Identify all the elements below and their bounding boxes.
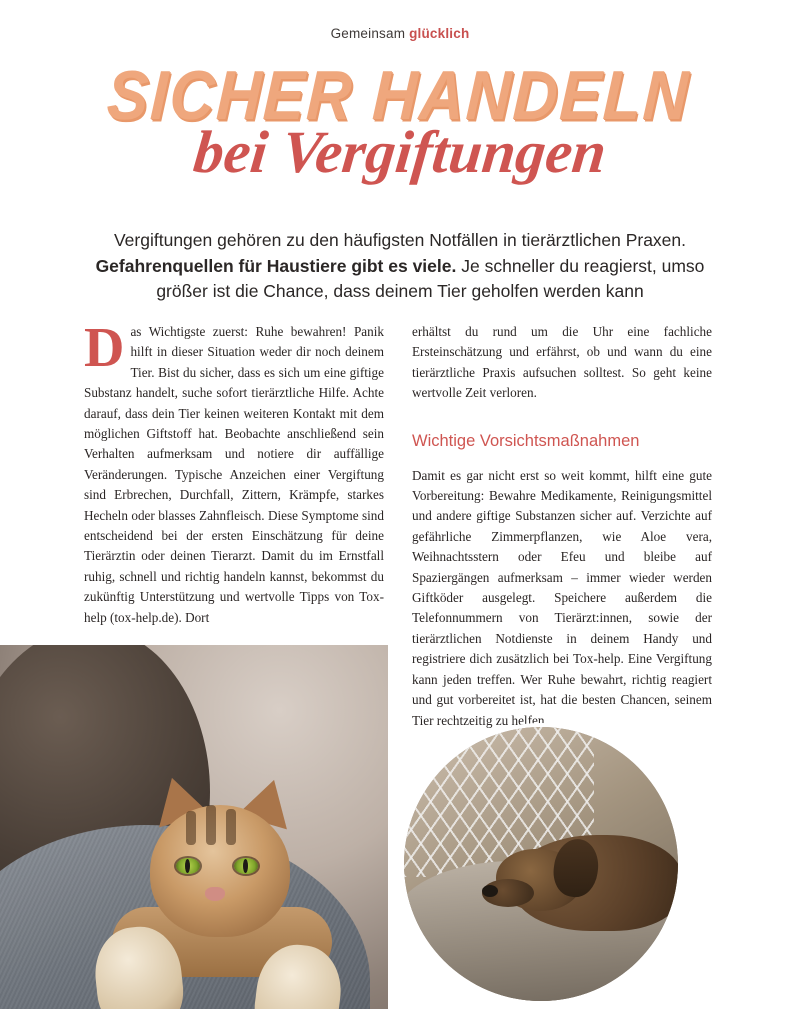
standfirst [78, 228, 722, 305]
photo-cat-stripe [206, 805, 216, 845]
title-line-1: SICHER HANDELN [105, 57, 692, 135]
body-paragraph-right-top: erhältst du rund um die Uhr eine fachliche Ersteinschätzung und erfährst, ob und wann du eine tierärztliche Praxis aufsuchen solltest. So geht keine wertvolle Zeit verloren. [412, 324, 712, 401]
body-column-right [412, 322, 712, 731]
photo-cat-stripe [186, 811, 196, 845]
photo-dog-nose [482, 885, 498, 897]
photo-dog-on-blanket [404, 727, 678, 1001]
photo-cat-stripe [226, 809, 236, 845]
photo-cat-nose [205, 887, 225, 901]
running-head-normal: Gemeinsam [330, 26, 410, 41]
body-paragraph-left: Das Wichtigste zuerst: Ruhe bewahren! Panik hilft in dieser Situation weder dir noch deinem Tier. Bist du sicher, dass es sich um eine giftige Substanz handelt, suche sofort tierärztliche Hilfe. Achte darauf, dass dein Tier keinen weiteren Kontakt mit dem möglichen Giftstoff hat. Beobachte anschließend sein Verhalten aufmerksam und notiere dir auffällige Veränderungen. Typische Anzeichen einer Vergiftung sind Erbrechen, Durchfall, Zittern, Krämpfe, starkes Hecheln oder blasses Zahnfleisch. Diese Symptome sind entscheidend bei der ersten Einschätzung für deine Tierärztin oder deinen Tierarzt. Damit du im Ernstfall ruhig, schnell und richtig handeln kannst, bekommst du zukünftig Unterstützung und wertvolle Tipps von Tox-help (tox-help.de). Dort [84, 317, 384, 625]
standfirst-part-2-bold: Gefahrenquellen für Haustiere gibt es viele. [95, 255, 457, 276]
photo-cat-on-shoulder [0, 645, 388, 1009]
title-line-2: bei Vergiftungen [190, 119, 610, 185]
running-head [0, 26, 800, 41]
article-title [0, 57, 800, 185]
body-column-left [84, 317, 384, 628]
running-head-bold: glücklich [409, 26, 470, 41]
photo-cat-eye-right [234, 858, 258, 874]
body-paragraph-right-bottom: Damit es gar nicht erst so weit kommt, hilft eine gute Vorbereitung: Bewahre Medikamente, Reinigungsmittel und andere giftige Substanzen sicher auf. Verzichte auf gefährliche Zimmerpflanzen, wie Aloe vera, Weihnachtsstern oder Efeu und bleibe auf Spaziergängen aufmerksam – immer wieder werden Giftköder ausgelegt. Speichere außerdem die Telefonnummern von Tierärzt:innen, sowie der tierärztlichen Notdienste in deinem Handy und registriere dich zusätzlich bei Tox-help. Eine Vergiftung kann jeden treffen. Wer Ruhe bewahrt, richtig reagiert und gut vorbereitet ist, hat die besten Chancen, seinem Tier rechtzeitig zu helfen. [412, 467, 712, 728]
photo-cat-eye-left [176, 858, 200, 874]
standfirst-part-3: Je schneller du reagierst, umso größer ist die Chance, dass deinem Tier geholfen werden kann [156, 255, 705, 301]
section-subheading: Wichtige Vorsichtsmaßnahmen [412, 431, 640, 450]
photo-cat-head [150, 805, 290, 937]
standfirst-part-1: Vergiftungen gehören zu den häufigsten Notfällen in tierärztlichen Praxen. [113, 230, 687, 250]
